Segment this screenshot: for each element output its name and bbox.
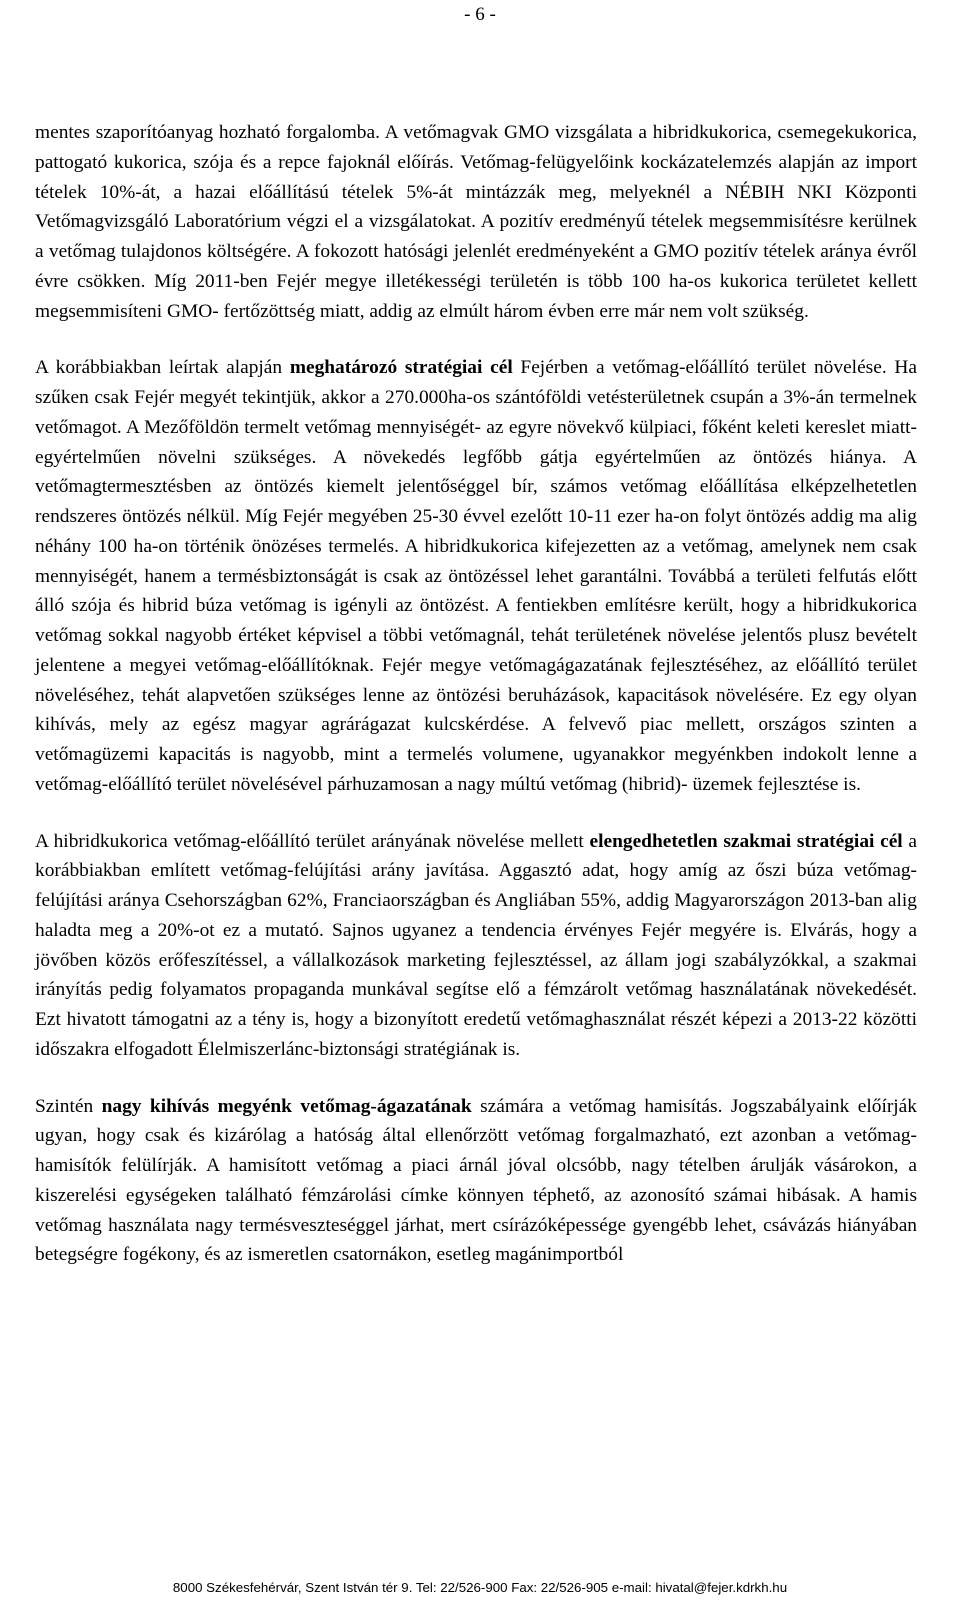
document-body — [35, 118, 917, 1270]
emphasis-text: meghatározó stratégiai cél — [289, 357, 513, 379]
page-number: - 6 - — [464, 4, 496, 25]
paragraph-gmo-testing — [35, 118, 917, 326]
paragraph-spacer — [35, 326, 917, 353]
paragraph-counterfeit-seed — [35, 1092, 917, 1271]
paragraph-renewal-rate — [35, 827, 917, 1065]
paragraph-text: A korábbiakban leírtak alapján — [35, 357, 290, 379]
paragraph-spacer — [35, 1065, 917, 1092]
paragraph-text: mentes szaporítóanyag hozható forgalomba. A vetőmagvak GMO vizsgálata a hibridkukorica, csemegekukorica, pattogató kukorica, szója és a repce fajoknál előírás. Vetőmag-felügyelőink kockázatelemzés alapján az import tételek 10%-át, a hazai előállítású tételek 5%-át mintázzák meg, melyeknél a NÉBIH NKI Központi Vetőmagvizsgáló Laboratórium végzi el a vizsgálatokat. A pozitív eredményű tételek megsemmisítésre kerülnek a vetőmag tulajdonos költségére. A fokozott hatósági jelenlét eredményeként a GMO pozitív tételek aránya évről évre csökken. Míg 2011-ben Fejér megye illetékességi területén is több 100 ha-os kukorica területet kellett megsemmisíteni GMO- fertőzöttség miatt, addig az elmúlt három évben erre már nem volt szükség. — [35, 122, 917, 322]
paragraph-strategic-goal — [35, 353, 917, 799]
paragraph-text: a korábbiakban említett vetőmag-felújítási arány javítása. Aggasztó adat, hogy amíg az őszi búza vetőmag-felújítási aránya Csehországban 62%, Franciaországban és Angliában 55%, addig Magyarországon 2013-ban alig haladta meg a 20%-ot ez a mutató. Sajnos ugyanez a tendencia érvényes Fejér megyére is. Elvárás, hogy a jövőben közös erőfeszítéssel, a vállalkozások marketing fejlesztéssel, az állam jogi szabályzókkal, a szakmai irányítás pedig folyamatos propaganda munkával segítse elő a fémzárolt vetőmag használatának növekedését. Ezt hivatott támogatni az a tény is, hogy a bizonyított eredetű vetőmaghasználat részét képezi a 2013-22 közötti időszakra elfogadott Élelmiszerlánc-biztonsági stratégiának is. — [35, 830, 917, 1060]
emphasis-text: nagy kihívás megyénk vetőmag-ágazatának — [101, 1095, 472, 1117]
paragraph-spacer — [35, 800, 917, 827]
page-footer-address: 8000 Székesfehérvár, Szent István tér 9. Tel: 22/526-900 Fax: 22/526-905 e-mail: hivatal@fejer.kdrkh.hu — [172, 1580, 788, 1595]
paragraph-text: Szintén — [35, 1095, 102, 1117]
emphasis-text: elengedhetetlen szakmai stratégiai cél — [589, 830, 903, 852]
paragraph-text: A hibridkukorica vetőmag-előállító terület arányának növelése mellett — [35, 830, 590, 852]
paragraph-text: számára a vetőmag hamisítás. Jogszabályaink előírják ugyan, hogy csak és kizárólag a hatóság által ellenőrzött vetőmag forgalmazható, ezt azonban a vetőmag-hamisítók felülírják. A hamisított vetőmag a piaci árnál jóval olcsóbb, nagy tételben árulják vásárokon, a kiszerelési egységeken található fémzárolási címke könnyen téphető, az azonosító számai hibásak. A hamis vetőmag használata nagy termésveszteséggel járhat, mert csírázóképessége gyengébb lehet, csávázás hiányában betegségre fogékony, és az ismeretlen csatornákon, esetleg magánimportból — [35, 1095, 917, 1266]
paragraph-text: Fejérben a vetőmag-előállító terület növelése. Ha szűken csak Fejér megyét tekintjük, akkor a 270.000ha-os szántóföldi vetésterületnek csupán a 3%-án termelnek vetőmagot. A Mezőföldön termelt vetőmag mennyiségét- az egyre növekvő külpiaci, főként keleti kereslet miatt- egyértelműen növelni szükséges. A növekedés legfőbb gátja egyértelműen az öntözés hiánya. A vetőmagtermesztésben az öntözés kiemelt jelentőséggel bír, számos vetőmag előállítása elképzelhetetlen rendszeres öntözés nélkül. Míg Fejér megyében 25-30 évvel ezelőtt 10-11 ezer ha-on folyt öntözés addig ma alig néhány 100 ha-on történik önözéses termelés. A hibridkukorica kifejezetten az a vetőmag, amelynek nem csak mennyiségét, hanem a termésbiztonságát is csak az öntözéssel lehet garantálni. Továbbá a területi felfutás előtt álló szója és hibrid búza vetőmag is igényli az öntözést. A fentiekben említésre került, hogy a hibridkukorica vetőmag sokkal nagyobb értéket képvisel a többi vetőmagnál, tehát területének növelése jelentős plusz bevételt jelentene a megyei vetőmag-előállítóknak. Fejér megye vetőmagágazatának fejlesztéséhez, az előállító terület növeléséhez, tehát alapvetően szükséges lenne az öntözési beruházások, kapacitások növelésére. Ez egy olyan kihívás, mely az egész magyar agrárágazat kulcskérdése. A felvevő piac mellett, országos szinten a vetőmagüzemi kapacitás is nagyobb, mint a termelés volumene, ugyanakkor megyénkben indokolt lenne a vetőmag-előállító terület növelésével párhuzamosan a nagy múltú vetőmag (hibrid)- üzemek fejlesztése is. — [35, 357, 917, 795]
